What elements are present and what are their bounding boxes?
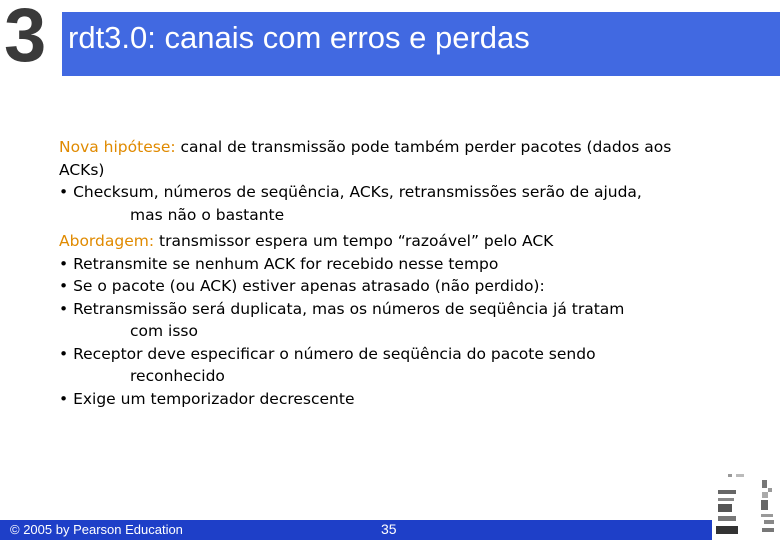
bullet-item: • Se o pacote (ou ACK) estiver apenas atrasado (não perdido): <box>59 277 545 295</box>
bullet-item: • Checksum, números de seqüência, ACKs, retransmissões serão de ajuda, <box>59 183 642 201</box>
bullet-continuation: reconhecido <box>130 367 225 385</box>
bullet-continuation: mas não o bastante <box>130 205 285 224</box>
bullet-continuation: com isso <box>130 322 198 340</box>
approach-label: Abordagem: <box>59 232 155 250</box>
approach-text: transmissor espera um tempo “razoável” pelo ACK <box>154 232 554 250</box>
bullet-item: • Retransmissão será duplicata, mas os números de seqüência já tratam <box>59 299 625 318</box>
paragraph-hypothesis <box>59 136 719 226</box>
hypothesis-label: Nova hipótese: <box>59 138 176 156</box>
slide-title: rdt3.0: canais com erros e perdas <box>68 20 530 55</box>
bullet-item: • Retransmite se nenhum ACK for recebido nesse tempo <box>59 254 499 273</box>
book-cover-logo <box>714 470 780 540</box>
footer-copyright: © 2005 by Pearson Education <box>10 522 183 537</box>
paragraph-approach <box>59 230 719 410</box>
bullet-item: • Receptor deve especificar o número de seqüência do pacote sendo <box>59 344 596 363</box>
chapter-number: 3 <box>4 0 45 78</box>
slide-body <box>59 136 719 414</box>
bullet-item: • Exige um temporizador decrescente <box>59 389 355 408</box>
hypothesis-text: canal de transmissão pode também perder pacotes (dados aos ACKs) <box>59 138 672 179</box>
page-number: 35 <box>381 521 397 537</box>
